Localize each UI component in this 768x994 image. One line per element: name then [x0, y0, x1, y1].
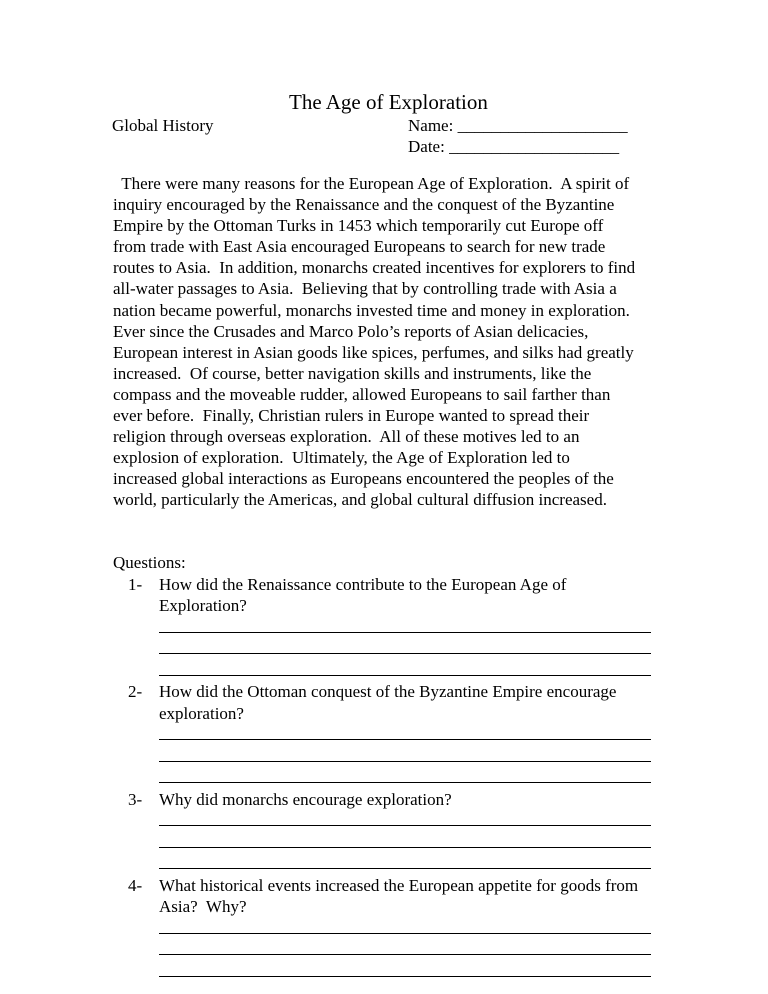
- passage-line: compass and the moveable rudder, allowed Europeans to sail farther than: [113, 384, 611, 404]
- passage-line: European interest in Asian goods like spices, perfumes, and silks had greatly: [113, 342, 634, 362]
- passage-line: from trade with East Asia encouraged Europeans to search for new trade: [113, 237, 606, 257]
- question-text: How did the Ottoman conquest of the Byzantine Empire encourage: [159, 682, 617, 701]
- page-title: The Age of Exploration: [289, 90, 488, 114]
- answer-line[interactable]: [159, 954, 651, 955]
- course-label: Global History: [112, 116, 214, 135]
- passage-line: explosion of exploration. Ultimately, the Age of Exploration led to: [113, 448, 570, 468]
- question-4: [113, 875, 673, 983]
- question-text: Why did monarchs encourage exploration?: [159, 789, 452, 809]
- question-text: Asia? Why?: [159, 897, 247, 916]
- answer-line[interactable]: [159, 653, 651, 654]
- question-text: What historical events increased the European appetite for goods from: [159, 875, 639, 895]
- passage-line: all-water passages to Asia. Believing that by controlling trade with Asia a: [113, 279, 617, 299]
- answer-line[interactable]: [159, 675, 651, 676]
- name-field: Name: ____________________: [408, 116, 628, 135]
- passage-line: world, particularly the Americas, and global cultural diffusion increased.: [113, 490, 607, 510]
- questions-header: Questions:: [113, 553, 186, 572]
- answer-line[interactable]: [159, 868, 651, 869]
- questions-section: [113, 552, 673, 982]
- passage-line: Empire by the Ottoman Turks in 1453 which temporarily cut Europe off: [113, 216, 604, 236]
- answer-line[interactable]: [159, 847, 651, 848]
- answer-line[interactable]: [159, 632, 651, 633]
- passage-line: ever before. Finally, Christian rulers in Europe wanted to spread their: [113, 406, 590, 426]
- question-text: exploration?: [159, 703, 244, 723]
- passage-line: nation became powerful, monarchs invested time and money in exploration.: [113, 300, 630, 320]
- passage-line: religion through overseas exploration. All of these motives led to an: [113, 427, 580, 447]
- passage-line: routes to Asia. In addition, monarchs created incentives for explorers to find: [113, 258, 636, 278]
- passage-line: There were many reasons for the European Age of Exploration. A spirit of: [113, 174, 630, 193]
- question-2: [113, 681, 673, 789]
- date-field: Date: ____________________: [408, 137, 620, 156]
- answer-line[interactable]: [159, 761, 651, 762]
- passage-line: increased. Of course, better navigation skills and instruments, like the: [113, 363, 592, 383]
- question-number: 1-: [128, 574, 143, 594]
- passage-line: inquiry encouraged by the Renaissance and the conquest of the Byzantine: [113, 195, 615, 215]
- answer-line[interactable]: [159, 739, 651, 740]
- question-text: Exploration?: [159, 596, 247, 615]
- answer-line[interactable]: [159, 825, 651, 826]
- question-number: 2-: [128, 682, 143, 701]
- answer-line[interactable]: [159, 976, 651, 977]
- answer-line[interactable]: [159, 933, 651, 934]
- passage-line: increased global interactions as Europeans encountered the peoples of the: [113, 469, 614, 489]
- question-1: [113, 574, 673, 682]
- question-number: 3-: [128, 789, 143, 809]
- answer-line[interactable]: [159, 782, 651, 783]
- question-number: 4-: [128, 875, 143, 895]
- question-text: How did the Renaissance contribute to the European Age of: [159, 574, 567, 594]
- passage-line: Ever since the Crusades and Marco Polo’s reports of Asian delicacies,: [113, 321, 589, 341]
- reading-passage: [113, 173, 673, 511]
- question-3: [113, 789, 673, 875]
